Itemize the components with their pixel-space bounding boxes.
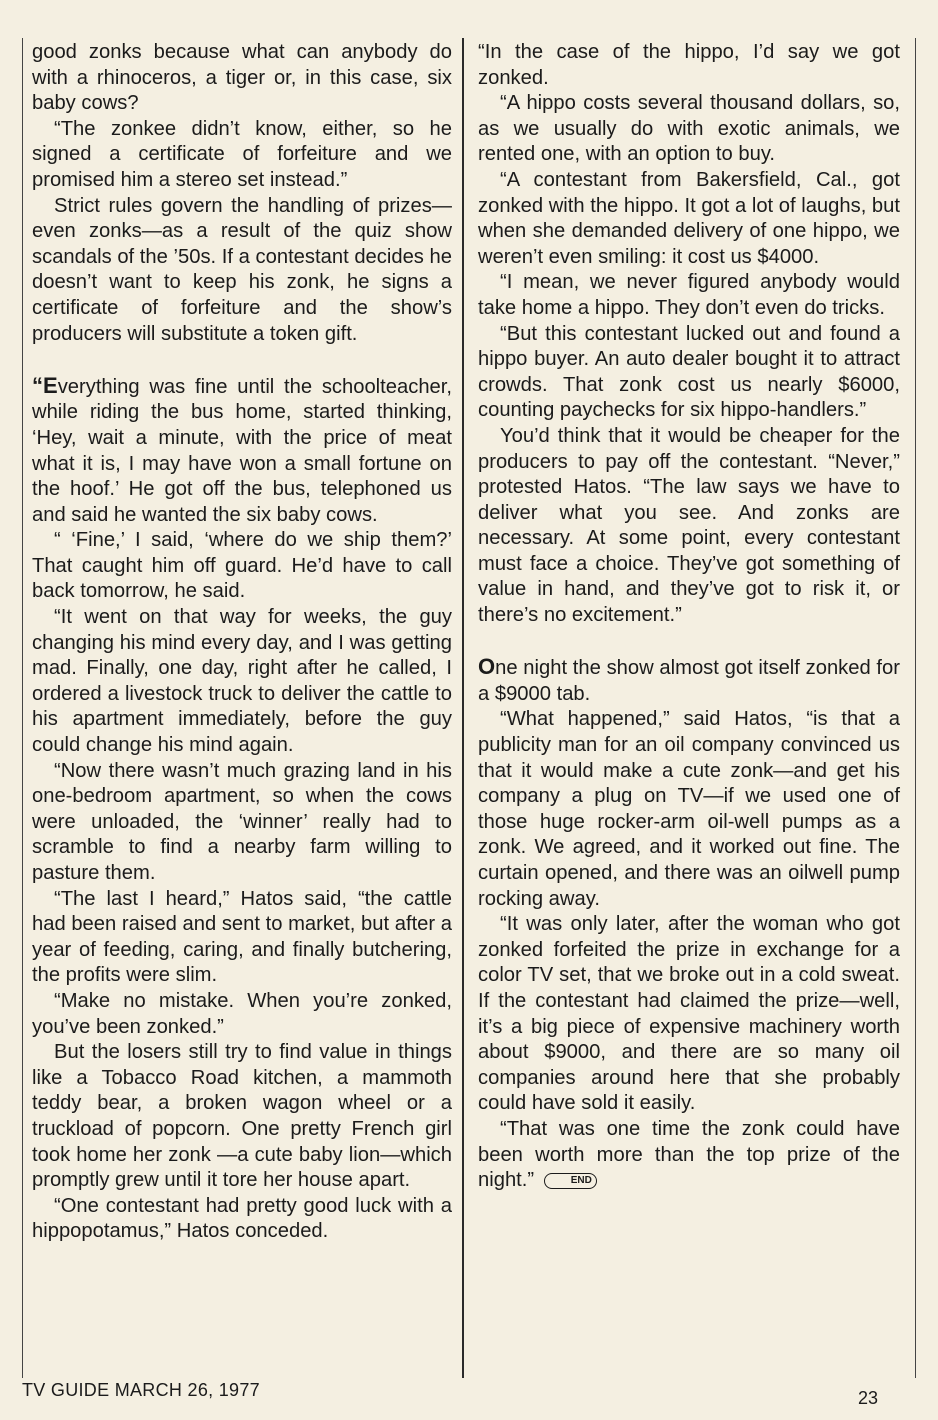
left-column bbox=[32, 40, 452, 1245]
section-start-paragraph bbox=[478, 654, 900, 707]
paragraph: But the losers still try to find value in things like a Tobacco Road kitchen, a mammoth teddy bear, a broken wagon wheel or a truckload of popcorn. One pretty French girl took home her zonk —a cute baby lion—which promptly grew until it tore her house apart. bbox=[32, 1041, 452, 1192]
paragraph: You’d think that it would be cheaper for the producers to pay off the contestant. “Never,” protested Hatos. “The law says we have to deliver what you see. And zonks are necessary. At some point, every contestant must face a choice. They’ve got something of value in hand, and they’ve got to risk it, or there’s no excitement.” bbox=[478, 424, 900, 627]
paragraph-text: verything was fine until the schoolteacher, while riding the bus home, started thinking, ‘Hey, wait a minute, with the price of meat what it is, I may have won a small fortune on the hoof.’ He got off the bus, telephoned us and said he wanted the six baby cows. bbox=[32, 375, 452, 526]
paragraph: “A hippo costs several thousand dollars, so, as we usually do with exotic animals, we rented one, with an option to buy. bbox=[478, 92, 900, 166]
left-border-rule bbox=[22, 38, 23, 1378]
paragraph: Strict rules govern the handling of prizes—even zonks—as a result of the quiz show scandals of the ’50s. If a contestant decides he doesn’t want to keep his zonk, he signs a certificate of forfeiture and the show’s producers will substitute a token gift. bbox=[32, 194, 452, 345]
paragraph: “The zonkee didn’t know, either, so he signed a certificate of forfeiture and we promised him a stereo set instead.” bbox=[32, 117, 452, 191]
paragraph bbox=[478, 1117, 900, 1194]
paragraph: “What happened,” said Hatos, “is that a publicity man for an oil company convinced us that it would make a cute zonk—and get his company a plug on TV—if we used one of those huge rocker-arm oil-well pumps as a zonk. We agreed, and it worked out fine. The curtain opened, and there was an oilwell pump rocking away. bbox=[478, 708, 900, 910]
paragraph-text: “That was one time the zonk could have been worth more than the top prize of the night.” bbox=[478, 1117, 900, 1192]
paragraph: “It went on that way for weeks, the guy changing his mind every day, and I was getting mad. Finally, one day, right after he called, I ordered a livestock truck to deliver the cattle to his apartment immediately, before the guy could change his mind again. bbox=[32, 606, 452, 757]
paragraph: “A contestant from Bakersfield, Cal., got zonked with the hippo. It got a lot of laughs, but when she demanded delivery of one hippo, we weren’t even smiling: it cost us $4000. bbox=[478, 168, 900, 268]
paragraph: “The last I heard,” Hatos said, “the cattle had been raised and sent to market, but after a year of feeding, caring, and finally butchering, the profits were slim. bbox=[32, 887, 452, 987]
drop-cap: O bbox=[478, 654, 496, 680]
paragraph: “One contestant had pretty good luck with a hippopotamus,” Hatos conceded. bbox=[32, 1194, 452, 1243]
end-mark-icon: END bbox=[544, 1173, 597, 1189]
paragraph: “It was only later, after the woman who got zonked forfeited the prize in exchange for a color TV set, that we broke out in a cold sweat. If the contestant had claimed the prize—well, it’s a big piece of expensive machinery worth about $9000, and there are so many oil companies around here that she probably could have sold it easily. bbox=[478, 913, 900, 1115]
right-column bbox=[478, 40, 900, 1194]
drop-cap: “E bbox=[32, 372, 58, 398]
section-start-paragraph bbox=[32, 373, 452, 529]
paragraph-text: ne night the show almost got itself zonked for a $9000 tab. bbox=[478, 657, 900, 705]
column-divider bbox=[462, 38, 464, 1378]
paragraph: “I mean, we never figured anybody would take home a hippo. They don’t even do tricks. bbox=[478, 271, 900, 319]
paragraph: “Make no mistake. When you’re zonked, you’ve been zonked.” bbox=[32, 989, 452, 1038]
paragraph: “Now there wasn’t much grazing land in his one-bedroom apartment, so when the cows were unloaded, the ‘winner’ really had to scramble to find a nearby farm willing to pasture them. bbox=[32, 759, 452, 884]
paragraph: “In the case of the hippo, I’d say we got zonked. bbox=[478, 41, 900, 89]
paragraph: “ ‘Fine,’ I said, ‘where do we ship them?’ That caught him off guard. He’d have to call back tomorrow, he said. bbox=[32, 529, 452, 603]
paragraph: good zonks because what can anybody do with a rhinoceros, a tiger or, in this case, six baby cows? bbox=[32, 41, 452, 115]
paragraph: “But this contestant lucked out and found a hippo buyer. An auto dealer bought it to attract crowds. That zonk cost us nearly $6000, counting paychecks for six hippo-handlers.” bbox=[478, 322, 900, 422]
magazine-footer: TV GUIDE MARCH 26, 1977 bbox=[22, 1380, 260, 1400]
right-border-rule bbox=[915, 38, 916, 1378]
page-number: 23 bbox=[858, 1388, 879, 1408]
